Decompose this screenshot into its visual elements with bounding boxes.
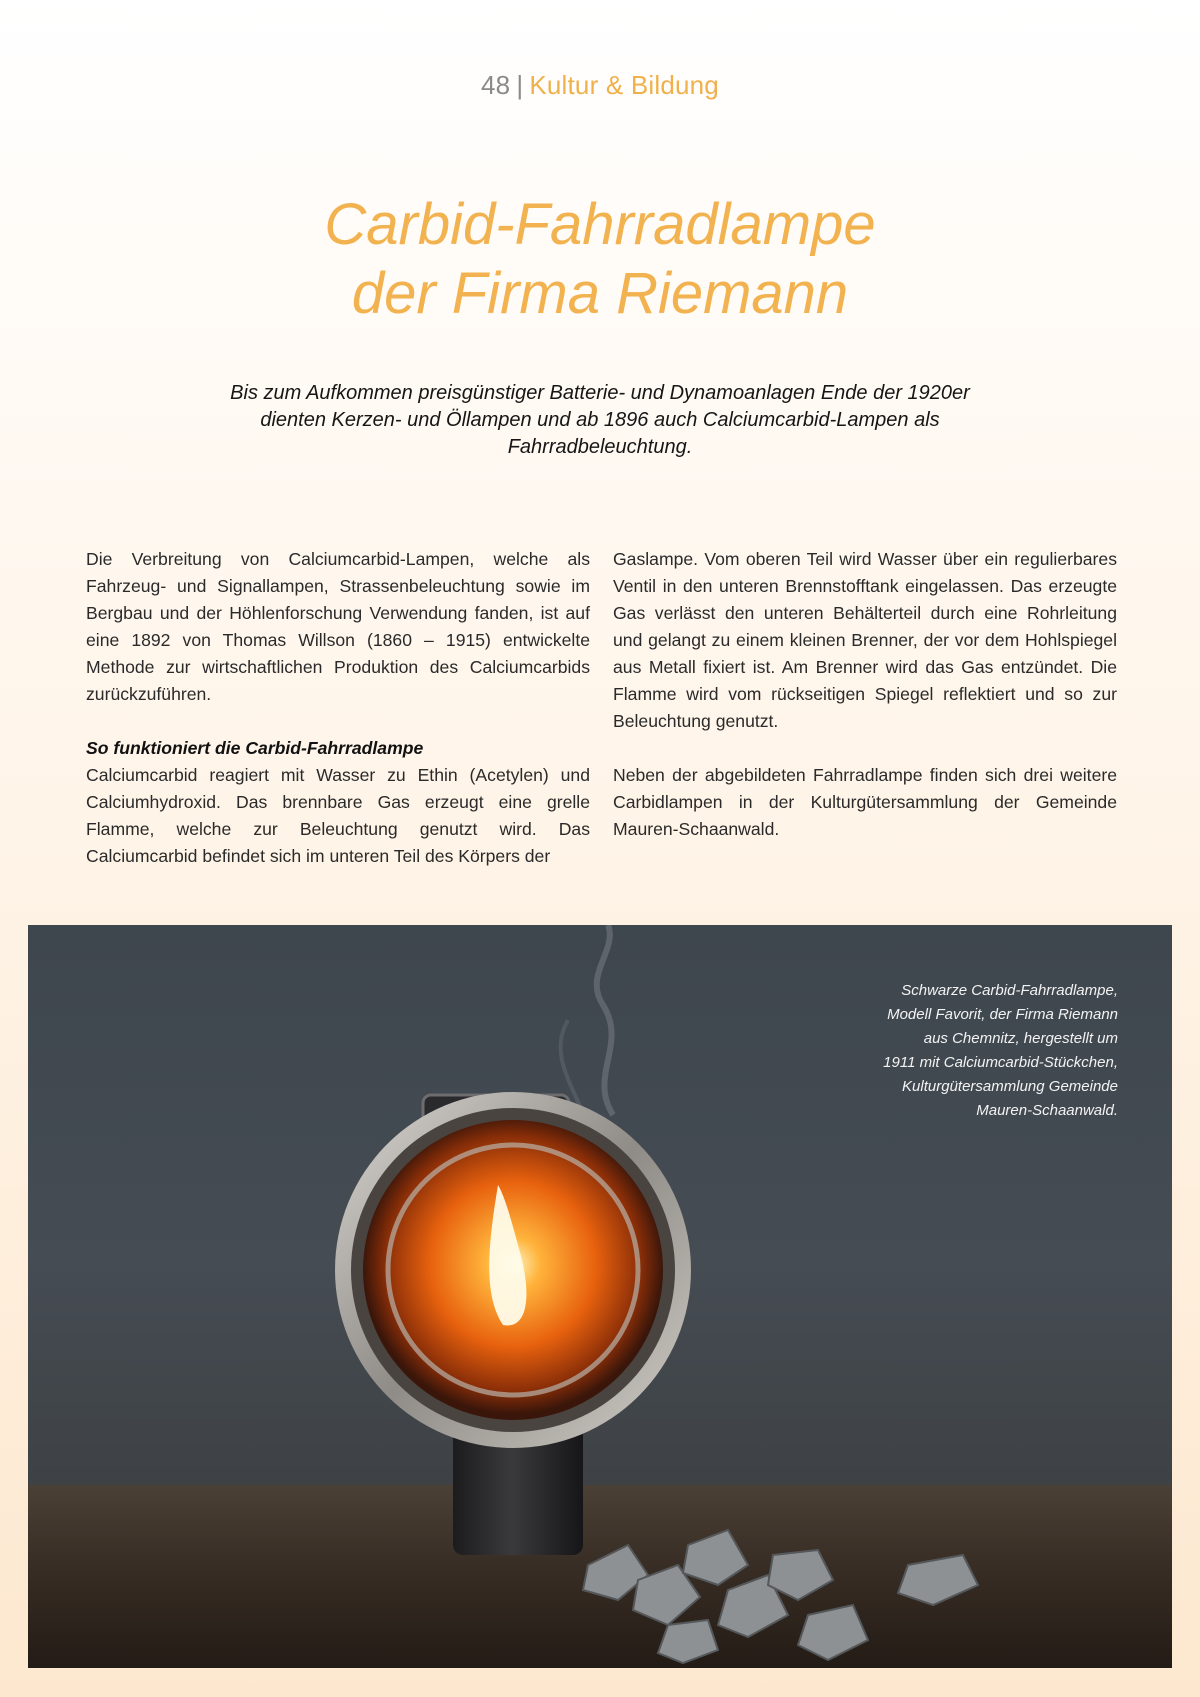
section-name: Kultur & Bildung — [529, 70, 719, 100]
collection-paragraph: Neben der abgebildeten Fahrradlampe finden sich drei weitere Carbidlampen in der Kulturgütersammlung der Gemeinde Mauren-Schaanwald. — [613, 765, 1117, 839]
title-line-2: der Firma Riemann — [351, 261, 849, 326]
how-it-works-paragraph: Calciumcarbid reagiert mit Wasser zu Ethin (Acetylen) und Calciumhydroxid. Das brennbare Gas erzeugt eine grelle Flamme, welche zur Beleuchtung genutzt wird. Das Calciumcarbid befindet sich im unteren Teil des Körpers der — [86, 765, 590, 866]
header-separator: | — [516, 70, 524, 100]
page-number: 48 — [481, 70, 511, 100]
intro-paragraph: Die Verbreitung von Calciumcarbid-Lampen, welche als Fahrzeug- und Signallampen, Strassenbeleuchtung sowie im Bergbau und der Höhlenforschung Verwendung fanden, ist auf eine 1892 von Thomas Willson (1860 – 1915) entwickelte Methode zur wirtschaftlichen Produktion des Calciumcarbids zurückzuführen. — [86, 549, 590, 704]
continued-paragraph: Gaslampe. Vom oberen Teil wird Wasser über ein regulierbares Ventil in den unteren Brennstofftank eingelassen. Das erzeugte Gas verlässt den unteren Behälterteil durch eine Rohrleitung und gelangt zu einem kleinen Brenner, der vor dem Hohlspiegel aus Metall fixiert ist. Am Brenner wird das Gas entzündet. Die Flamme wird vom rückseitigen Spiegel reflektiert und so zur Beleuchtung genutzt. — [613, 549, 1117, 731]
right-column — [613, 546, 1117, 843]
left-column — [86, 546, 590, 870]
article-title — [0, 190, 1200, 328]
photo-caption: Schwarze Carbid-Fahrradlampe, Modell Favorit, der Firma Riemann aus Chemnitz, hergestellt um 1911 mit Calciumcarbid-Stückchen, Kulturgütersammlung Gemeinde Mauren-Schaanwald. — [883, 982, 1118, 1119]
page-header — [0, 70, 1200, 101]
article-lead: Bis zum Aufkommen preisgünstiger Batterie- und Dynamoanlagen Ende der 1920er dienten Kerzen- und Öllampen und ab 1896 auch Calciumcarbid-Lampen als Fahrradbeleuchtung. — [230, 382, 970, 458]
lamp-photo — [28, 925, 1172, 1668]
title-line-1: Carbid-Fahrradlampe — [324, 192, 876, 257]
carbide-pieces — [583, 1530, 978, 1663]
subheading: So funktioniert die Carbid-Fahrradlampe — [86, 738, 424, 758]
smoke-wisp — [597, 925, 613, 1115]
